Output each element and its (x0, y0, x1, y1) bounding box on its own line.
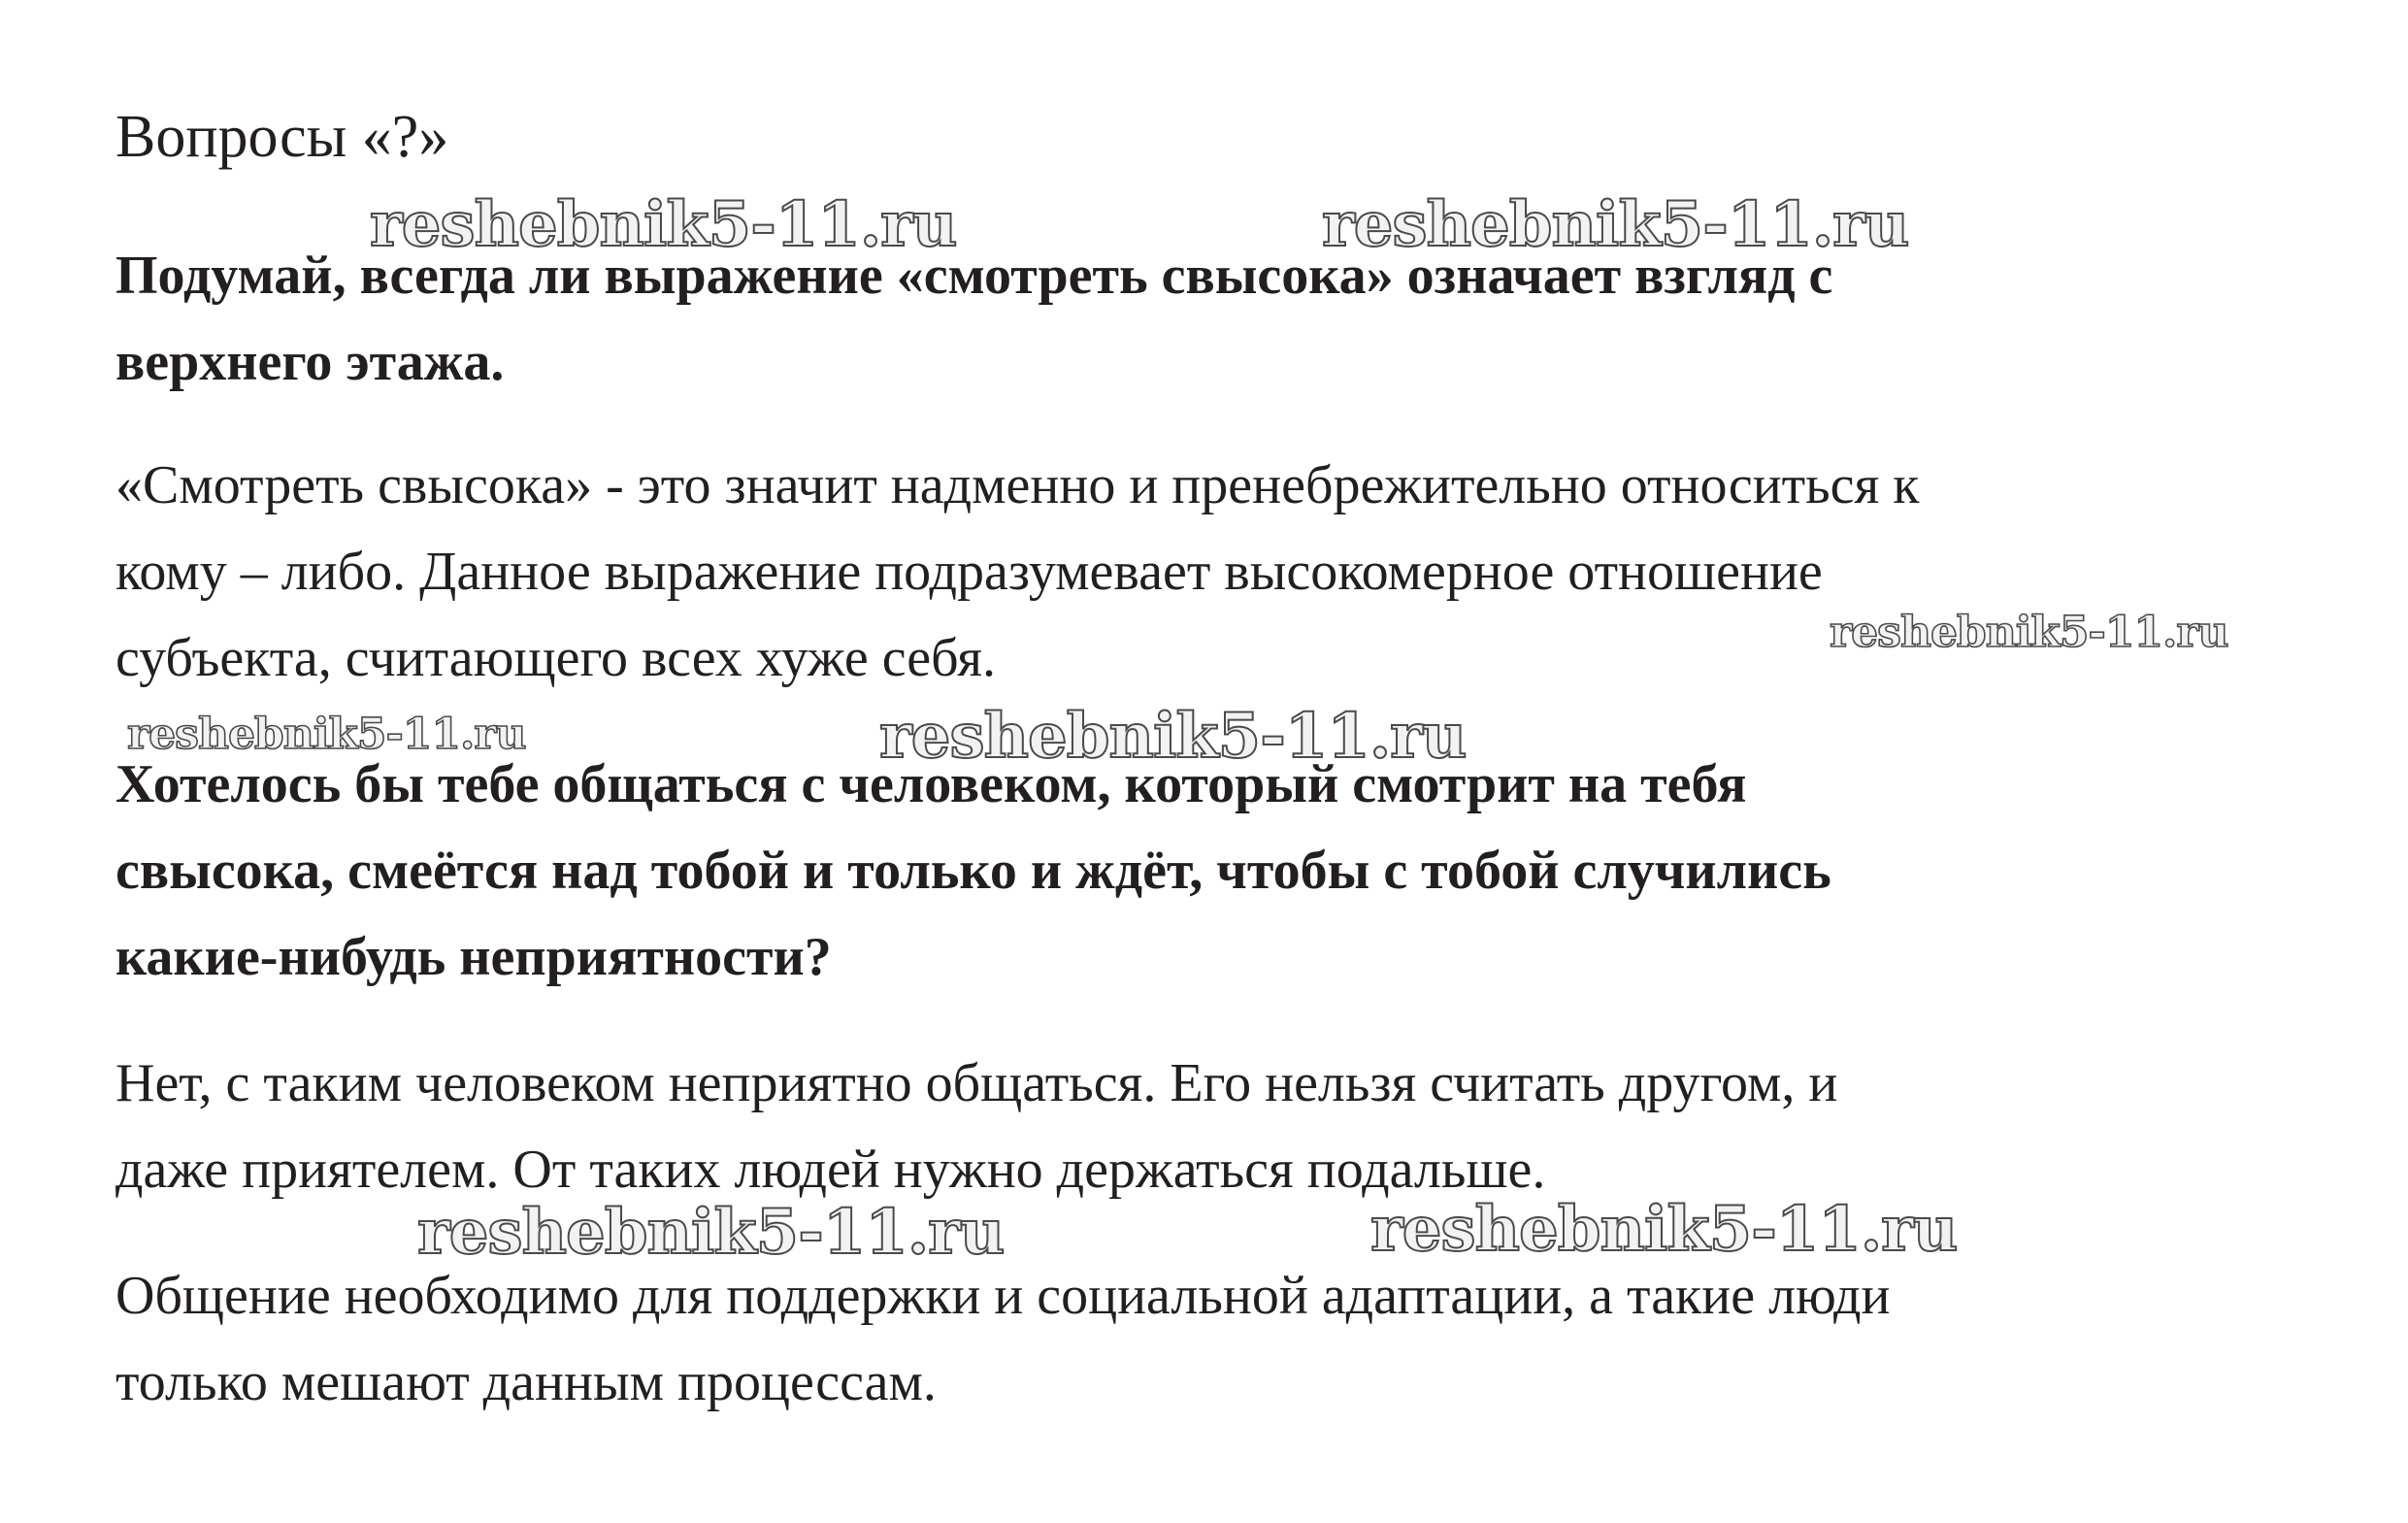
question-2-line-2: свысока, смеётся над тобой и только и ждёт, чтобы с тобой случились (115, 841, 1831, 901)
answer-1-line-1: «Смотреть свысока» - это значит надменно и пренебрежительно относиться к (115, 455, 1920, 515)
watermark: reshebnik5-11.ru (417, 1196, 1005, 1269)
answer-3-line-1: Общение необходимо для поддержки и социальной адаптации, а такие люди (115, 1266, 1891, 1326)
watermark: reshebnik5-11.ru (1830, 608, 2228, 657)
answer-2-line-2: даже приятелем. От таких людей нужно держаться подальше. (115, 1140, 1546, 1200)
question-2-line-3: какие-нибудь неприятности? (115, 927, 832, 987)
answer-3-line-2: только мешают данным процессам. (115, 1352, 937, 1412)
watermark: reshebnik5-11.ru (1322, 188, 1909, 261)
answer-3 (115, 1253, 2309, 1426)
question-1-line-2: верхнего этажа. (115, 332, 505, 392)
question-2 (115, 742, 2309, 1001)
answer-1-line-3: субъекта, считающего всех хуже себя. (115, 628, 996, 688)
page-title: Вопросы «?» (115, 104, 449, 170)
question-1 (115, 233, 2309, 406)
watermark: reshebnik5-11.ru (879, 700, 1467, 773)
answer-1 (115, 443, 2309, 702)
question-2-line-1: Хотелось бы тебе общаться с человеком, который смотрит на тебя (115, 754, 1747, 814)
watermark: reshebnik5-11.ru (127, 710, 526, 759)
answer-2-line-1: Нет, с таким человеком неприятно общаться. Его нельзя считать другом, и (115, 1053, 1838, 1113)
question-1-line-1: Подумай, всегда ли выражение «смотреть свысока» означает взгляд с (115, 246, 1833, 306)
answer-1-line-2: кому – либо. Данное выражение подразумевает высокомерное отношение (115, 542, 1823, 602)
watermark: reshebnik5-11.ru (370, 188, 957, 261)
watermark: reshebnik5-11.ru (1370, 1193, 1958, 1266)
answer-2 (115, 1041, 2309, 1213)
